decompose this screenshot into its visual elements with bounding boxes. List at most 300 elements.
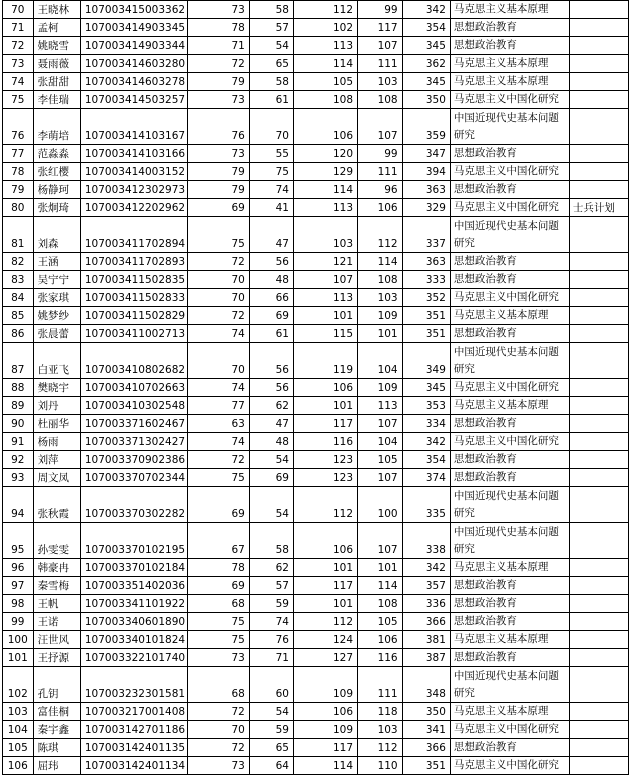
major-cell: 中国近现代史基本问题研究	[450, 343, 569, 379]
remark-cell	[569, 289, 628, 307]
remark-cell	[569, 703, 628, 721]
student-name-cell: 陈琪	[33, 739, 80, 757]
score-english-cell: 48	[249, 433, 293, 451]
score-english-cell: 59	[249, 595, 293, 613]
student-name-cell: 刘丹	[33, 397, 80, 415]
score-politics-cell: 67	[188, 523, 250, 559]
remark-cell	[569, 253, 628, 271]
remark-cell	[569, 433, 628, 451]
total-score-cell: 347	[402, 145, 450, 163]
student-name-cell: 王晓林	[33, 1, 80, 19]
table-row	[3, 1, 629, 19]
row-number-cell: 99	[3, 613, 34, 631]
score-english-cell: 61	[249, 325, 293, 343]
table-row	[3, 613, 629, 631]
remark-cell	[569, 379, 628, 397]
student-name-cell: 杜丽华	[33, 415, 80, 433]
score-subject-2-cell: 104	[358, 433, 403, 451]
row-number-cell: 103	[3, 703, 34, 721]
exam-id-cell: 107003411502833	[80, 289, 187, 307]
remark-cell	[569, 667, 628, 703]
total-score-cell: 374	[402, 469, 450, 487]
score-politics-cell: 74	[188, 325, 250, 343]
table-row	[3, 523, 629, 559]
score-subject-2-cell: 104	[358, 343, 403, 379]
exam-id-cell: 107003414103166	[80, 145, 187, 163]
row-number-cell: 73	[3, 55, 34, 73]
total-score-cell: 345	[402, 73, 450, 91]
score-subject-1-cell: 112	[293, 613, 357, 631]
score-politics-cell: 70	[188, 271, 250, 289]
exam-id-cell: 107003370702344	[80, 469, 187, 487]
score-subject-1-cell: 113	[293, 199, 357, 217]
row-number-cell: 71	[3, 19, 34, 37]
score-subject-2-cell: 99	[358, 1, 403, 19]
score-english-cell: 69	[249, 307, 293, 325]
major-cell: 马克思主义中国化研究	[450, 379, 569, 397]
exam-id-cell: 107003411502829	[80, 307, 187, 325]
exam-id-cell: 107003341101922	[80, 595, 187, 613]
score-english-cell: 56	[249, 343, 293, 379]
score-english-cell: 64	[249, 757, 293, 775]
remark-cell	[569, 721, 628, 739]
score-subject-1-cell: 112	[293, 487, 357, 523]
score-subject-1-cell: 106	[293, 109, 357, 145]
score-english-cell: 69	[249, 469, 293, 487]
row-number-cell: 80	[3, 199, 34, 217]
exam-id-cell: 107003340101824	[80, 631, 187, 649]
major-cell: 马克思主义基本原理	[450, 73, 569, 91]
score-subject-1-cell: 106	[293, 703, 357, 721]
score-subject-2-cell: 112	[358, 739, 403, 757]
score-english-cell: 54	[249, 703, 293, 721]
score-subject-1-cell: 117	[293, 739, 357, 757]
score-politics-cell: 77	[188, 397, 250, 415]
score-english-cell: 54	[249, 451, 293, 469]
exam-id-cell: 107003370902386	[80, 451, 187, 469]
table-row	[3, 667, 629, 703]
major-cell: 马克思主义基本原理	[450, 631, 569, 649]
score-subject-1-cell: 127	[293, 649, 357, 667]
row-number-cell: 98	[3, 595, 34, 613]
remark-cell	[569, 577, 628, 595]
row-number-cell: 87	[3, 343, 34, 379]
table-row	[3, 739, 629, 757]
table-row	[3, 757, 629, 775]
table-row	[3, 325, 629, 343]
row-number-cell: 82	[3, 253, 34, 271]
exam-id-cell: 107003410702663	[80, 379, 187, 397]
score-subject-2-cell: 106	[358, 199, 403, 217]
exam-id-cell: 107003414903345	[80, 19, 187, 37]
score-subject-1-cell: 119	[293, 343, 357, 379]
student-name-cell: 孔钥	[33, 667, 80, 703]
table-row	[3, 271, 629, 289]
student-name-cell: 李佳瑞	[33, 91, 80, 109]
row-number-cell: 90	[3, 415, 34, 433]
major-cell: 思想政治教育	[450, 595, 569, 613]
score-subject-2-cell: 110	[358, 757, 403, 775]
score-subject-1-cell: 124	[293, 631, 357, 649]
major-cell: 马克思主义基本原理	[450, 703, 569, 721]
row-number-cell: 88	[3, 379, 34, 397]
exam-id-cell: 107003142401134	[80, 757, 187, 775]
score-subject-1-cell: 103	[293, 217, 357, 253]
score-politics-cell: 68	[188, 667, 250, 703]
score-politics-cell: 69	[188, 577, 250, 595]
score-subject-1-cell: 106	[293, 523, 357, 559]
row-number-cell: 102	[3, 667, 34, 703]
score-english-cell: 71	[249, 649, 293, 667]
major-cell: 思想政治教育	[450, 451, 569, 469]
major-cell: 马克思主义中国化研究	[450, 721, 569, 739]
remark-cell	[569, 271, 628, 289]
score-english-cell: 47	[249, 415, 293, 433]
total-score-cell: 345	[402, 37, 450, 55]
score-subject-2-cell: 103	[358, 721, 403, 739]
score-politics-cell: 72	[188, 703, 250, 721]
student-name-cell: 王帆	[33, 595, 80, 613]
student-name-cell: 张甜甜	[33, 73, 80, 91]
total-score-cell: 381	[402, 631, 450, 649]
table-row	[3, 559, 629, 577]
row-number-cell: 85	[3, 307, 34, 325]
score-english-cell: 75	[249, 163, 293, 181]
table-row	[3, 109, 629, 145]
score-subject-2-cell: 108	[358, 91, 403, 109]
score-english-cell: 57	[249, 577, 293, 595]
total-score-cell: 362	[402, 55, 450, 73]
table-row	[3, 595, 629, 613]
total-score-cell: 336	[402, 595, 450, 613]
score-subject-2-cell: 112	[358, 217, 403, 253]
total-score-cell: 351	[402, 325, 450, 343]
major-cell: 马克思主义中国化研究	[450, 289, 569, 307]
score-subject-2-cell: 107	[358, 37, 403, 55]
major-cell: 思想政治教育	[450, 325, 569, 343]
table-row	[3, 73, 629, 91]
exam-id-cell: 107003142401135	[80, 739, 187, 757]
row-number-cell: 92	[3, 451, 34, 469]
score-subject-1-cell: 108	[293, 91, 357, 109]
score-politics-cell: 79	[188, 181, 250, 199]
major-cell: 中国近现代史基本问题研究	[450, 667, 569, 703]
student-name-cell: 姚梦纱	[33, 307, 80, 325]
total-score-cell: 351	[402, 307, 450, 325]
score-subject-2-cell: 107	[358, 469, 403, 487]
exam-id-cell: 107003414603280	[80, 55, 187, 73]
score-politics-cell: 78	[188, 559, 250, 577]
score-politics-cell: 75	[188, 469, 250, 487]
table-row	[3, 703, 629, 721]
score-subject-1-cell: 123	[293, 451, 357, 469]
total-score-cell: 341	[402, 721, 450, 739]
score-english-cell: 59	[249, 721, 293, 739]
row-number-cell: 93	[3, 469, 34, 487]
total-score-cell: 366	[402, 613, 450, 631]
table-row	[3, 343, 629, 379]
score-subject-1-cell: 112	[293, 1, 357, 19]
table-row	[3, 91, 629, 109]
row-number-cell: 84	[3, 289, 34, 307]
score-subject-2-cell: 113	[358, 397, 403, 415]
table-body	[3, 1, 629, 775]
student-name-cell: 周文凤	[33, 469, 80, 487]
major-cell: 马克思主义中国化研究	[450, 91, 569, 109]
total-score-cell: 357	[402, 577, 450, 595]
score-politics-cell: 79	[188, 73, 250, 91]
table-row	[3, 469, 629, 487]
table-row	[3, 577, 629, 595]
admission-score-table	[2, 0, 629, 775]
total-score-cell: 342	[402, 559, 450, 577]
row-number-cell: 94	[3, 487, 34, 523]
exam-id-cell: 107003232301581	[80, 667, 187, 703]
remark-cell	[569, 109, 628, 145]
score-subject-1-cell: 114	[293, 181, 357, 199]
score-politics-cell: 71	[188, 37, 250, 55]
exam-id-cell: 107003414603278	[80, 73, 187, 91]
score-subject-2-cell: 108	[358, 271, 403, 289]
table-row	[3, 37, 629, 55]
table-row	[3, 307, 629, 325]
table-row	[3, 163, 629, 181]
row-number-cell: 70	[3, 1, 34, 19]
exam-id-cell: 107003340601890	[80, 613, 187, 631]
remark-cell	[569, 145, 628, 163]
student-name-cell: 聂雨薇	[33, 55, 80, 73]
total-score-cell: 350	[402, 703, 450, 721]
student-name-cell: 杨静珂	[33, 181, 80, 199]
total-score-cell: 337	[402, 217, 450, 253]
table-row	[3, 415, 629, 433]
score-subject-2-cell: 114	[358, 577, 403, 595]
score-subject-1-cell: 101	[293, 397, 357, 415]
score-politics-cell: 73	[188, 649, 250, 667]
major-cell: 马克思主义中国化研究	[450, 433, 569, 451]
major-cell: 思想政治教育	[450, 577, 569, 595]
total-score-cell: 349	[402, 343, 450, 379]
total-score-cell: 354	[402, 19, 450, 37]
score-subject-1-cell: 114	[293, 757, 357, 775]
exam-id-cell: 107003351402036	[80, 577, 187, 595]
score-politics-cell: 74	[188, 433, 250, 451]
student-name-cell: 王诺	[33, 613, 80, 631]
remark-cell	[569, 163, 628, 181]
score-subject-1-cell: 116	[293, 433, 357, 451]
remark-cell	[569, 1, 628, 19]
score-politics-cell: 76	[188, 109, 250, 145]
exam-id-cell: 107003414503257	[80, 91, 187, 109]
student-name-cell: 秦雪梅	[33, 577, 80, 595]
score-subject-1-cell: 114	[293, 55, 357, 73]
total-score-cell: 351	[402, 757, 450, 775]
major-cell: 马克思主义中国化研究	[450, 757, 569, 775]
table-row	[3, 253, 629, 271]
major-cell: 思想政治教育	[450, 415, 569, 433]
major-cell: 马克思主义中国化研究	[450, 199, 569, 217]
score-english-cell: 74	[249, 181, 293, 199]
score-english-cell: 56	[249, 379, 293, 397]
score-subject-2-cell: 114	[358, 253, 403, 271]
score-subject-1-cell: 123	[293, 469, 357, 487]
table-row	[3, 433, 629, 451]
score-english-cell: 55	[249, 145, 293, 163]
score-english-cell: 58	[249, 1, 293, 19]
exam-id-cell: 107003412302973	[80, 181, 187, 199]
major-cell: 中国近现代史基本问题研究	[450, 523, 569, 559]
total-score-cell: 350	[402, 91, 450, 109]
score-subject-2-cell: 101	[358, 559, 403, 577]
table-row	[3, 55, 629, 73]
score-subject-1-cell: 105	[293, 73, 357, 91]
student-name-cell: 刘森	[33, 217, 80, 253]
remark-cell	[569, 19, 628, 37]
score-subject-1-cell: 109	[293, 667, 357, 703]
total-score-cell: 353	[402, 397, 450, 415]
score-subject-1-cell: 129	[293, 163, 357, 181]
score-english-cell: 61	[249, 91, 293, 109]
row-number-cell: 78	[3, 163, 34, 181]
total-score-cell: 333	[402, 271, 450, 289]
remark-cell	[569, 217, 628, 253]
row-number-cell: 86	[3, 325, 34, 343]
score-english-cell: 66	[249, 289, 293, 307]
total-score-cell: 363	[402, 253, 450, 271]
score-subject-1-cell: 101	[293, 595, 357, 613]
score-subject-1-cell: 120	[293, 145, 357, 163]
score-politics-cell: 75	[188, 613, 250, 631]
score-politics-cell: 73	[188, 1, 250, 19]
student-name-cell: 姚晓雪	[33, 37, 80, 55]
score-subject-2-cell: 100	[358, 487, 403, 523]
score-english-cell: 65	[249, 739, 293, 757]
score-subject-1-cell: 115	[293, 325, 357, 343]
total-score-cell: 329	[402, 199, 450, 217]
exam-id-cell: 107003414003152	[80, 163, 187, 181]
exam-id-cell: 107003415003362	[80, 1, 187, 19]
remark-cell	[569, 451, 628, 469]
score-english-cell: 60	[249, 667, 293, 703]
score-subject-1-cell: 117	[293, 577, 357, 595]
score-politics-cell: 75	[188, 217, 250, 253]
score-politics-cell: 72	[188, 253, 250, 271]
major-cell: 思想政治教育	[450, 649, 569, 667]
score-subject-2-cell: 118	[358, 703, 403, 721]
student-name-cell: 张晨蕾	[33, 325, 80, 343]
score-politics-cell: 74	[188, 379, 250, 397]
score-subject-1-cell: 101	[293, 307, 357, 325]
row-number-cell: 75	[3, 91, 34, 109]
score-subject-2-cell: 117	[358, 19, 403, 37]
table-row	[3, 649, 629, 667]
row-number-cell: 83	[3, 271, 34, 289]
score-politics-cell: 70	[188, 343, 250, 379]
table-row	[3, 379, 629, 397]
score-subject-2-cell: 108	[358, 595, 403, 613]
score-subject-1-cell: 102	[293, 19, 357, 37]
score-politics-cell: 73	[188, 91, 250, 109]
student-name-cell: 张红樱	[33, 163, 80, 181]
score-politics-cell: 68	[188, 595, 250, 613]
exam-id-cell: 107003411702893	[80, 253, 187, 271]
table-row	[3, 217, 629, 253]
row-number-cell: 74	[3, 73, 34, 91]
score-politics-cell: 70	[188, 721, 250, 739]
score-english-cell: 74	[249, 613, 293, 631]
row-number-cell: 97	[3, 577, 34, 595]
table-row	[3, 19, 629, 37]
score-english-cell: 62	[249, 397, 293, 415]
score-subject-2-cell: 109	[358, 379, 403, 397]
score-english-cell: 76	[249, 631, 293, 649]
score-english-cell: 57	[249, 19, 293, 37]
remark-cell	[569, 307, 628, 325]
remark-cell	[569, 415, 628, 433]
major-cell: 中国近现代史基本问题研究	[450, 217, 569, 253]
major-cell: 思想政治教育	[450, 19, 569, 37]
row-number-cell: 77	[3, 145, 34, 163]
remark-cell	[569, 523, 628, 559]
total-score-cell: 366	[402, 739, 450, 757]
student-name-cell: 刘萍	[33, 451, 80, 469]
score-subject-2-cell: 111	[358, 163, 403, 181]
total-score-cell: 334	[402, 415, 450, 433]
table-row	[3, 721, 629, 739]
total-score-cell: 342	[402, 1, 450, 19]
exam-id-cell: 107003370102195	[80, 523, 187, 559]
row-number-cell: 89	[3, 397, 34, 415]
major-cell: 思想政治教育	[450, 181, 569, 199]
exam-id-cell: 107003142701186	[80, 721, 187, 739]
student-name-cell: 张家琪	[33, 289, 80, 307]
major-cell: 思想政治教育	[450, 739, 569, 757]
major-cell: 思想政治教育	[450, 145, 569, 163]
student-name-cell: 张炯琦	[33, 199, 80, 217]
major-cell: 马克思主义基本原理	[450, 559, 569, 577]
exam-id-cell: 107003217001408	[80, 703, 187, 721]
student-name-cell: 秦宇鑫	[33, 721, 80, 739]
row-number-cell: 72	[3, 37, 34, 55]
table-row	[3, 181, 629, 199]
student-name-cell: 孟柯	[33, 19, 80, 37]
score-english-cell: 54	[249, 37, 293, 55]
score-politics-cell: 72	[188, 307, 250, 325]
score-subject-2-cell: 105	[358, 451, 403, 469]
major-cell: 中国近现代史基本问题研究	[450, 109, 569, 145]
score-english-cell: 62	[249, 559, 293, 577]
row-number-cell: 101	[3, 649, 34, 667]
student-name-cell: 白亚飞	[33, 343, 80, 379]
score-politics-cell: 69	[188, 487, 250, 523]
row-number-cell: 76	[3, 109, 34, 145]
score-subject-2-cell: 111	[358, 55, 403, 73]
student-name-cell: 王涵	[33, 253, 80, 271]
score-subject-2-cell: 101	[358, 325, 403, 343]
score-subject-2-cell: 103	[358, 289, 403, 307]
score-politics-cell: 63	[188, 415, 250, 433]
total-score-cell: 394	[402, 163, 450, 181]
student-name-cell: 屈玮	[33, 757, 80, 775]
exam-id-cell: 107003371602467	[80, 415, 187, 433]
score-subject-1-cell: 117	[293, 415, 357, 433]
table-row	[3, 145, 629, 163]
student-name-cell: 王抒源	[33, 649, 80, 667]
score-english-cell: 54	[249, 487, 293, 523]
exam-id-cell: 107003371302427	[80, 433, 187, 451]
major-cell: 思想政治教育	[450, 253, 569, 271]
remark-cell	[569, 595, 628, 613]
